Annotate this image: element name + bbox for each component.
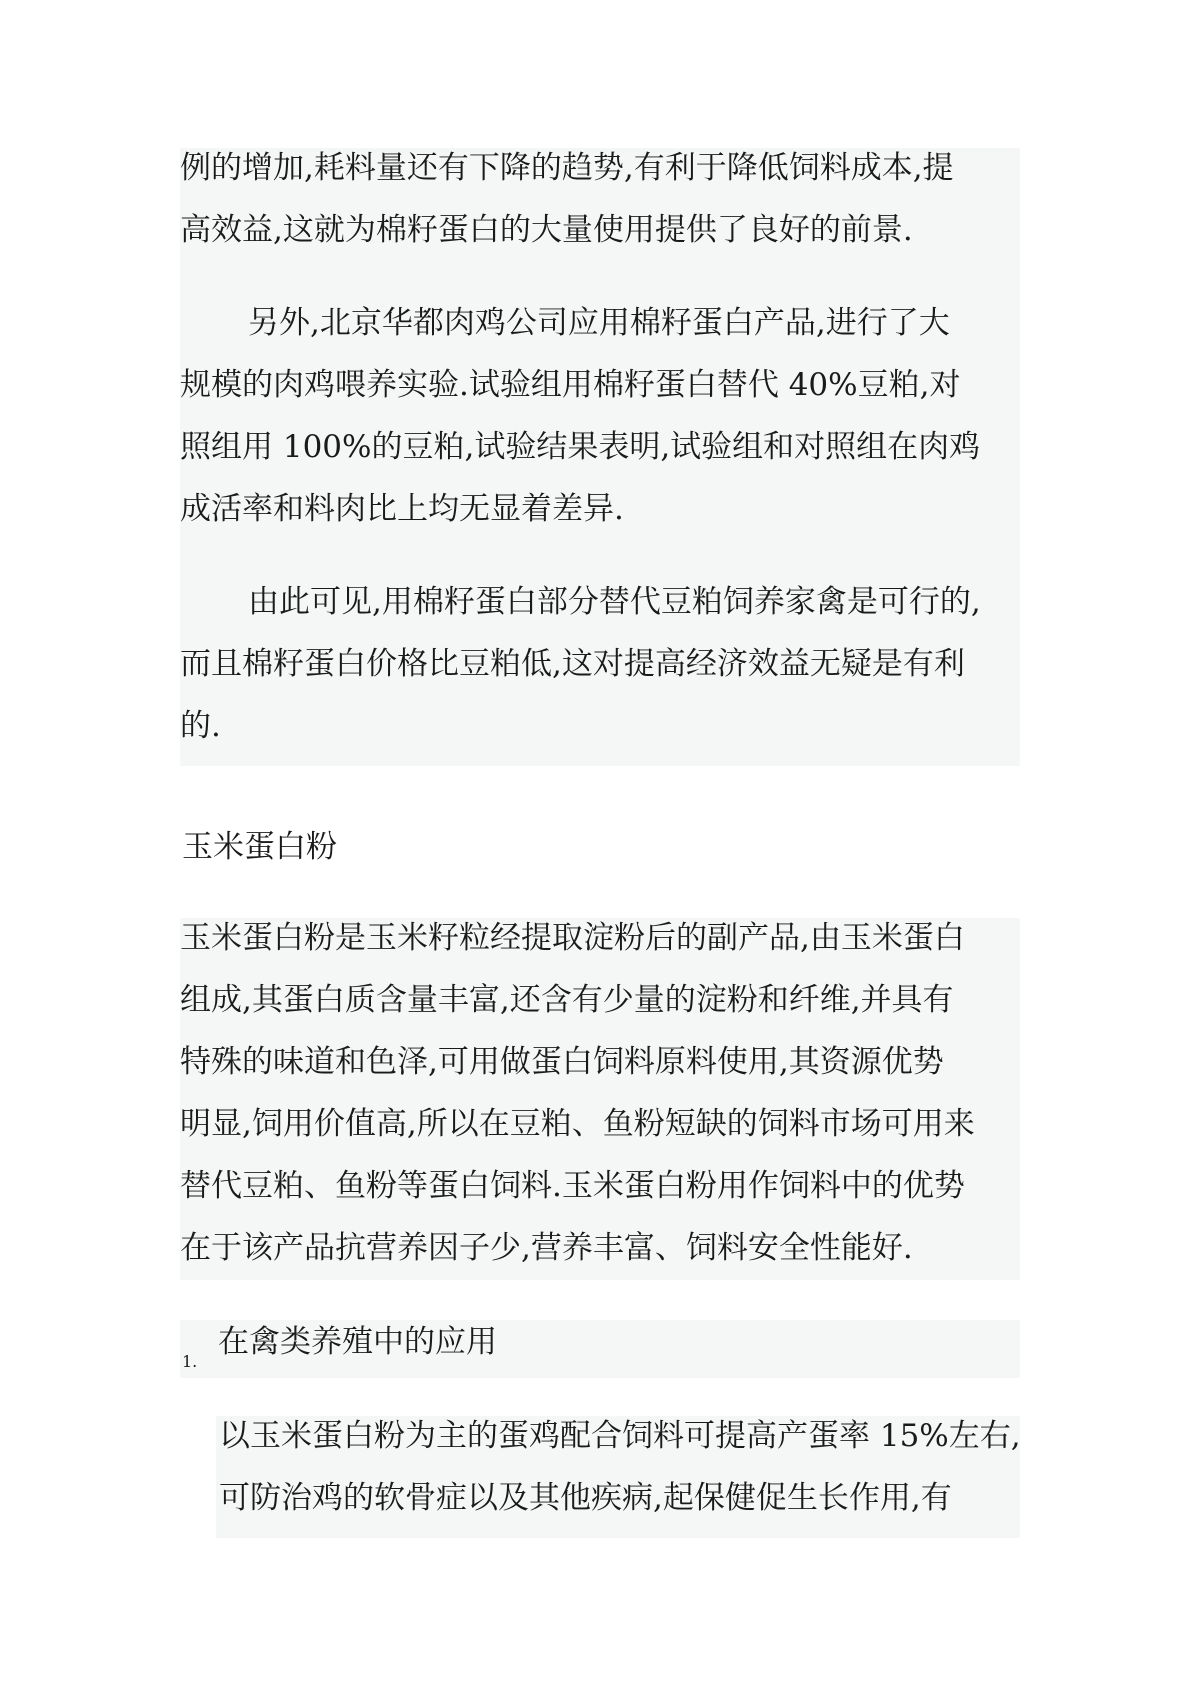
paragraph-block-cottonseed	[180, 148, 1020, 766]
text-line: 成活率和料肉比上均无显着差异.	[180, 491, 624, 527]
paragraph-block-poultry	[216, 1416, 1020, 1538]
text-line: 组成,其蛋白质含量丰富,还含有少量的淀粉和纤维,并具有	[180, 982, 954, 1018]
paragraph-block-corn-protein	[180, 918, 1020, 1280]
text-line: 高效益,这就为棉籽蛋白的大量使用提供了良好的前景.	[180, 212, 913, 248]
text-line: 例的增加,耗料量还有下降的趋势,有利于降低饲料成本,提	[180, 150, 954, 186]
text-line: 玉米蛋白粉是玉米籽粒经提取淀粉后的副产品,由玉米蛋白	[180, 920, 965, 956]
text-line: 在于该产品抗营养因子少,营养丰富、饲料安全性能好.	[180, 1230, 913, 1266]
text-line: 特殊的味道和色泽,可用做蛋白饲料原料使用,其资源优势	[180, 1044, 944, 1080]
text-line: 替代豆粕、鱼粉等蛋白饲料.玉米蛋白粉用作饲料中的优势	[180, 1168, 965, 1204]
list-item	[180, 1320, 1020, 1378]
text-line: 照组用 100%的豆粕,试验结果表明,试验组和对照组在肉鸡	[180, 429, 981, 465]
text-line: 由此可见,用棉籽蛋白部分替代豆粕饲养家禽是可行的,	[248, 584, 981, 620]
text-line: 可防治鸡的软骨症以及其他疾病,起保健促生长作用,有	[219, 1480, 952, 1516]
text-line: 规模的肉鸡喂养实验.试验组用棉籽蛋白替代 40%豆粕,对	[180, 367, 961, 403]
text-line: 另外,北京华都肉鸡公司应用棉籽蛋白产品,进行了大	[248, 305, 950, 341]
text-line: 而且棉籽蛋白价格比豆粕低,这对提高经济效益无疑是有利	[180, 646, 965, 682]
section-title: 玉米蛋白粉	[182, 829, 337, 865]
text-line: 的.	[180, 708, 221, 744]
list-item-label: 在禽类养殖中的应用	[218, 1324, 497, 1360]
list-marker: 1.	[182, 1352, 198, 1371]
text-line: 明显,饲用价值高,所以在豆粕、鱼粉短缺的饲料市场可用来	[180, 1106, 975, 1142]
text-line: 以玉米蛋白粉为主的蛋鸡配合饲料可提高产蛋率 15%左右,	[219, 1418, 1021, 1454]
